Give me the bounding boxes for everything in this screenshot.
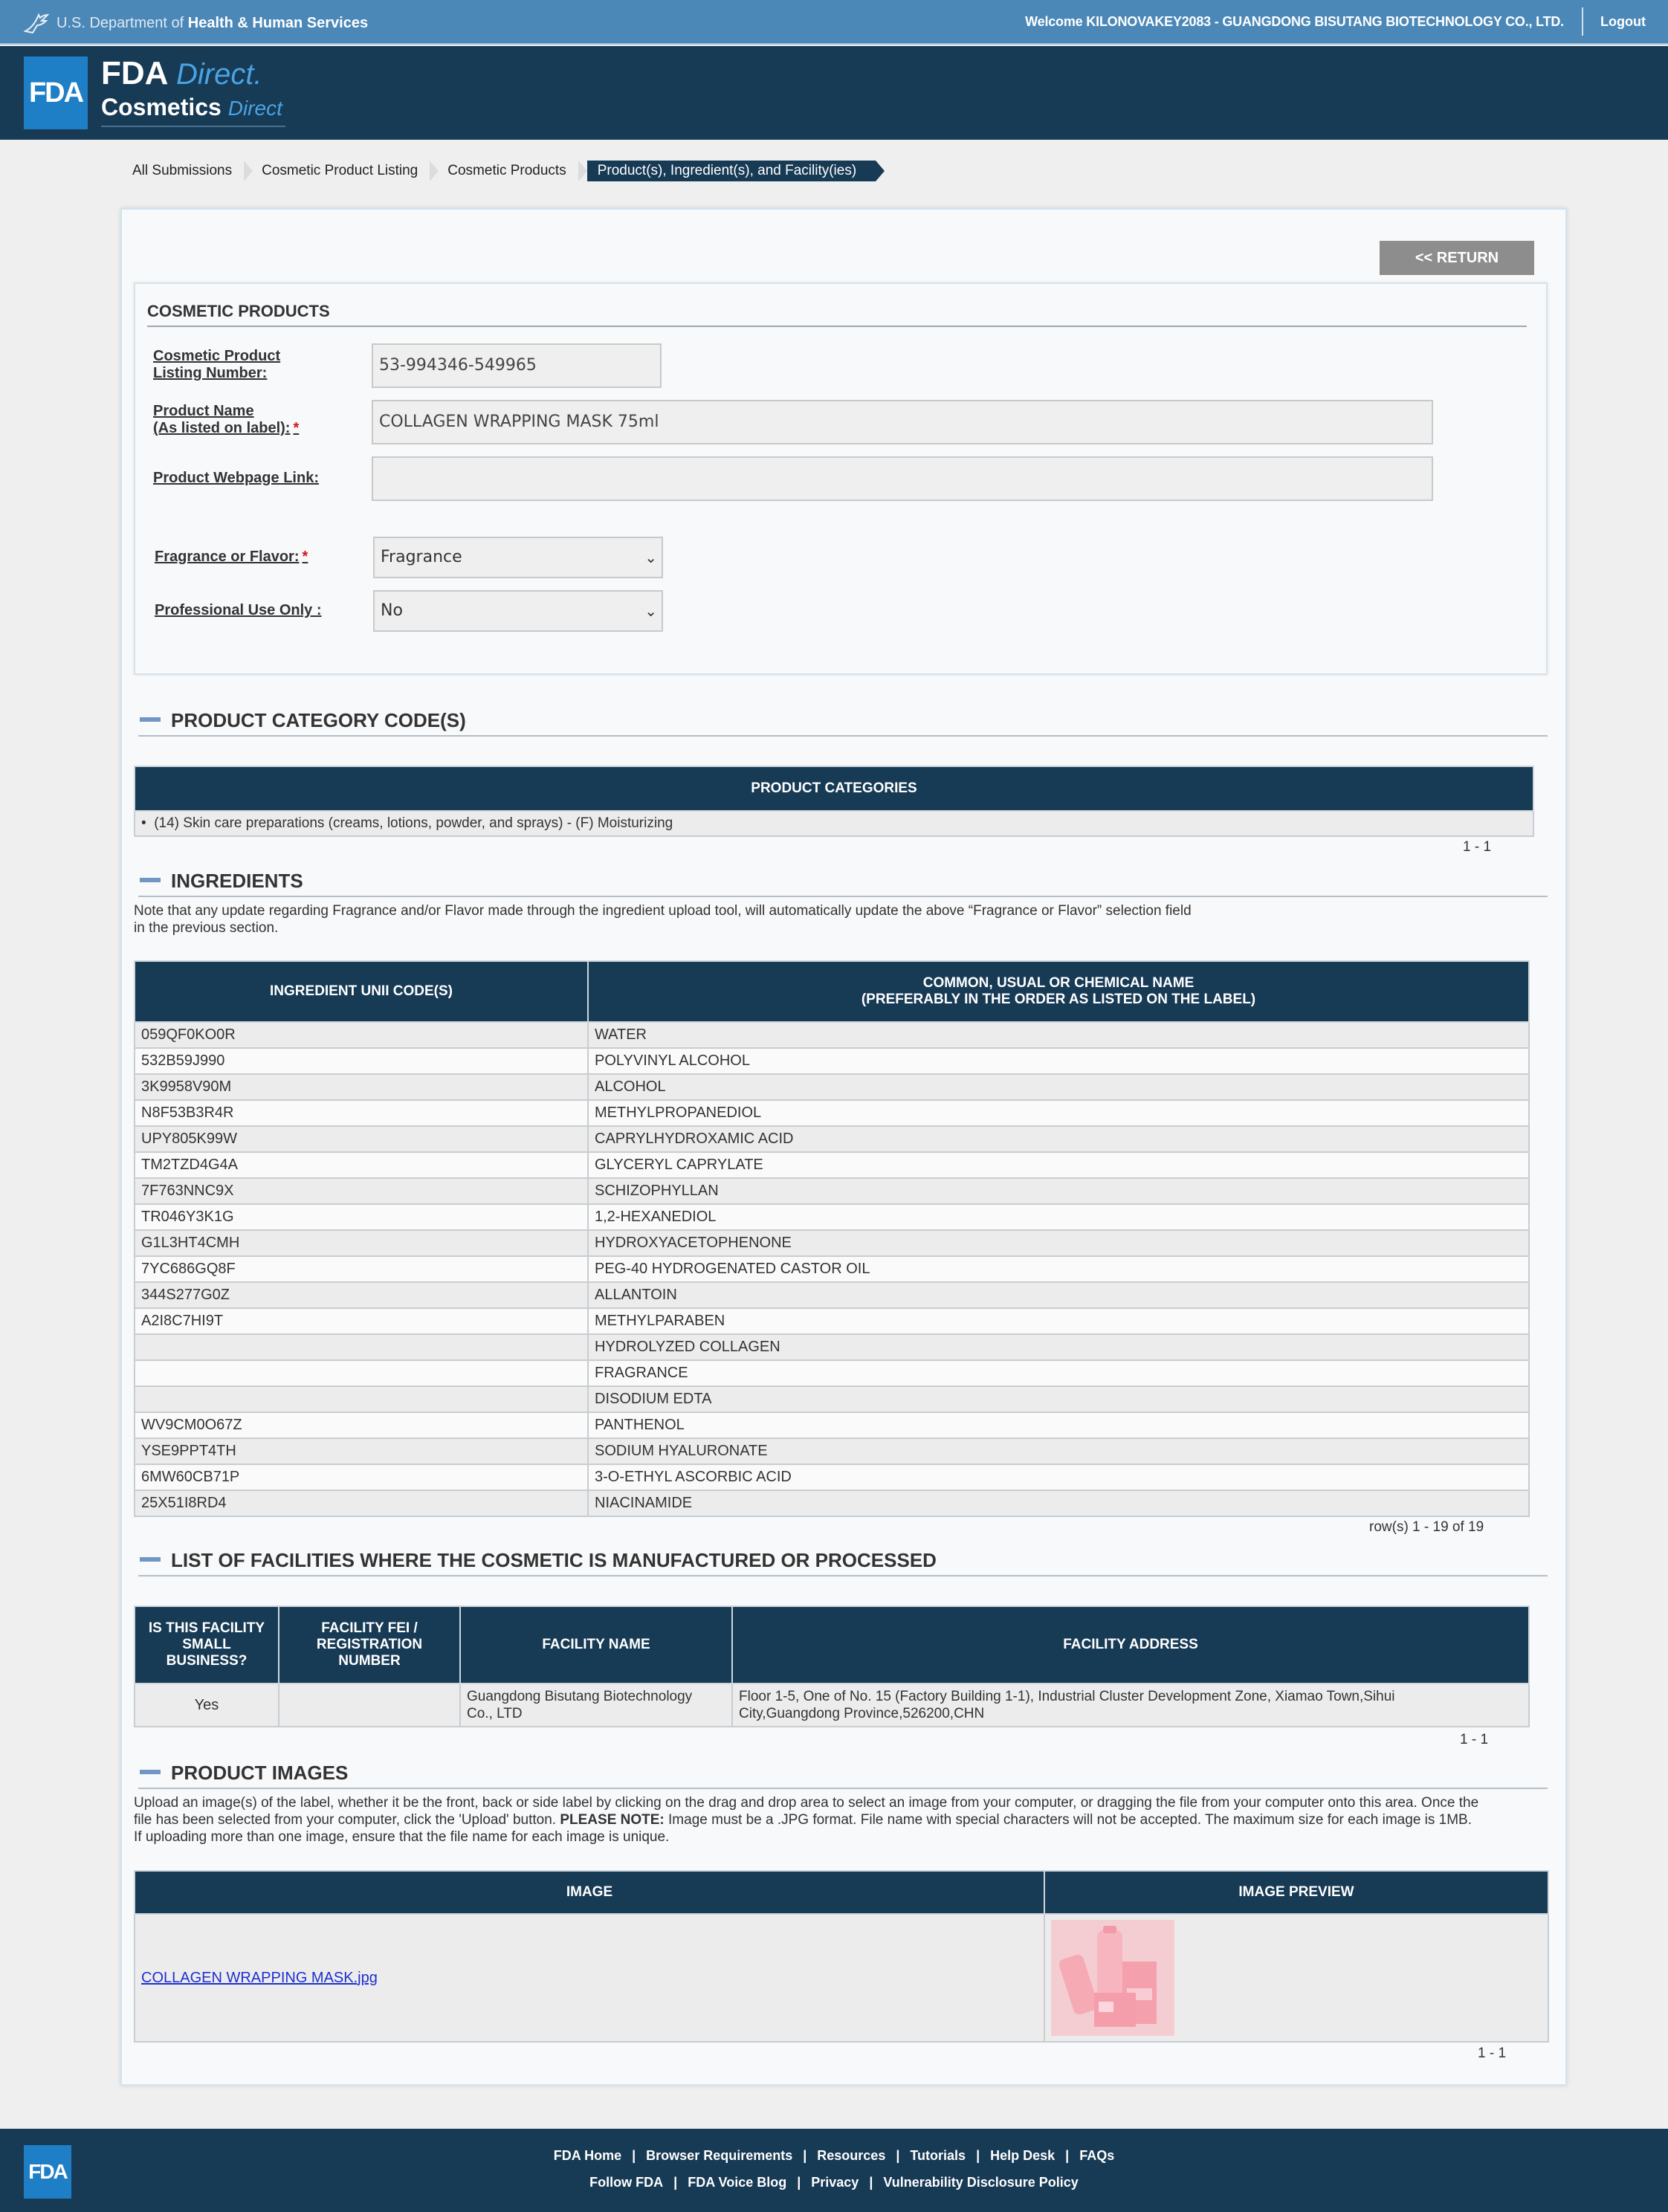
footer-links-primary bbox=[0, 2148, 1668, 2164]
ingredient-code-cell: 3K9958V90M bbox=[135, 1074, 588, 1100]
fei-header-line3: NUMBER bbox=[338, 1653, 401, 1669]
facility-name-line2: Co., LTD bbox=[467, 1706, 523, 1721]
site-header bbox=[0, 46, 1668, 140]
images-pager: 1 - 1 bbox=[1478, 2046, 1507, 2061]
product-name-label-line2: (As listed on label): bbox=[153, 420, 291, 436]
chevron-down-icon: ⌄ bbox=[644, 602, 657, 620]
agency-prefix: U.S. Department of bbox=[56, 14, 184, 31]
footer-separator: | bbox=[797, 2175, 801, 2190]
table-row bbox=[135, 1464, 1529, 1490]
ingredient-code-cell: G1L3HT4CMH bbox=[135, 1230, 588, 1256]
footer-link[interactable]: Privacy bbox=[811, 2175, 859, 2190]
ingredient-name-cell: 1,2-HEXANEDIOL bbox=[588, 1204, 1529, 1230]
ingredient-code-cell: YSE9PPT4TH bbox=[135, 1438, 588, 1464]
ingredient-code-cell: N8F53B3R4R bbox=[135, 1100, 588, 1126]
ingredient-name-cell: ALCOHOL bbox=[588, 1074, 1529, 1100]
footer-link[interactable]: Follow FDA bbox=[589, 2175, 664, 2190]
table-row bbox=[135, 1308, 1529, 1334]
required-mark: * bbox=[302, 549, 308, 565]
image-preview-column-header: IMAGE PREVIEW bbox=[1044, 1871, 1548, 1914]
ingredients-note bbox=[134, 902, 1192, 937]
ingredient-name-cell: WATER bbox=[588, 1022, 1529, 1048]
ingredient-code-cell: 6MW60CB71P bbox=[135, 1464, 588, 1490]
table-row bbox=[135, 1152, 1529, 1178]
image-preview-cell bbox=[1044, 1914, 1548, 2042]
footer-link[interactable]: FDA Home bbox=[553, 2148, 622, 2163]
ingredient-name-cell: PANTHENOL bbox=[588, 1412, 1529, 1438]
image-file-link[interactable]: COLLAGEN WRAPPING MASK.jpg bbox=[141, 1969, 378, 1986]
footer-link[interactable]: Help Desk bbox=[990, 2148, 1056, 2163]
footer-separator: | bbox=[869, 2175, 873, 2190]
table-row bbox=[135, 1022, 1529, 1048]
brand-main: FDA bbox=[101, 55, 167, 91]
ingredient-code-cell: UPY805K99W bbox=[135, 1126, 588, 1152]
facility-address-cell bbox=[732, 1684, 1529, 1727]
brand-sub-suffix: Direct bbox=[227, 97, 282, 120]
professional-use-select-value: No bbox=[381, 601, 403, 620]
table-row bbox=[135, 1204, 1529, 1230]
top-bar bbox=[0, 0, 1668, 45]
ingredient-name-header-line1: COMMON, USUAL OR CHEMICAL NAME bbox=[922, 975, 1195, 991]
footer-link[interactable]: Tutorials bbox=[910, 2148, 966, 2163]
footer-separator: | bbox=[803, 2148, 807, 2163]
ingredient-name-cell: PEG-40 HYDROGENATED CASTOR OIL bbox=[588, 1256, 1529, 1282]
category-table bbox=[134, 766, 1534, 837]
footer-fda-logo[interactable]: FDA bbox=[24, 2145, 71, 2199]
ingredient-code-cell: TM2TZD4G4A bbox=[135, 1152, 588, 1178]
images-note-line2a: file has been selected from your computer, click the 'Upload' button. bbox=[134, 1812, 557, 1828]
images-note-line1: Upload an image(s) of the label, whether it be the front, back or side label by clicking on the drag and drop area to select an image from your computer, or dragging the file from your computer onto this area. Once the bbox=[134, 1795, 1479, 1811]
table-row bbox=[135, 1334, 1529, 1360]
ingredient-code-cell: 7YC686GQ8F bbox=[135, 1256, 588, 1282]
table-row bbox=[135, 1178, 1529, 1204]
table-row bbox=[135, 1490, 1529, 1516]
fragrance-select[interactable] bbox=[373, 537, 663, 578]
ingredients-pager: row(s) 1 - 19 of 19 bbox=[1369, 1519, 1484, 1535]
listing-number-label-line2: Listing Number: bbox=[153, 365, 268, 381]
ingredient-code-cell bbox=[135, 1360, 588, 1386]
ingredients-table bbox=[134, 960, 1530, 1517]
breadcrumb-current-page: Product(s), Ingredient(s), and Facility(ies) bbox=[587, 161, 876, 181]
image-column-header: IMAGE bbox=[135, 1871, 1044, 1914]
images-note-line3: If uploading more than one image, ensure that the file name for each image is unique. bbox=[134, 1829, 670, 1845]
ingredient-name-cell: HYDROLYZED COLLAGEN bbox=[588, 1334, 1529, 1360]
product-name-label bbox=[153, 403, 299, 437]
facility-address-line1: Floor 1-5, One of No. 15 (Factory Building 1-1), Industrial Cluster Development Zone, Xiamao Town,Sihui bbox=[739, 1689, 1395, 1704]
facilities-section-title: LIST OF FACILITIES WHERE THE COSMETIC IS MANUFACTURED OR PROCESSED bbox=[171, 1549, 937, 1571]
footer-link[interactable]: FDA Voice Blog bbox=[688, 2175, 787, 2190]
table-row bbox=[135, 1074, 1529, 1100]
footer-separator: | bbox=[896, 2148, 900, 2163]
ingredient-code-cell: 344S277G0Z bbox=[135, 1282, 588, 1308]
ingredient-name-cell: DISODIUM EDTA bbox=[588, 1386, 1529, 1412]
ingredient-name-cell: METHYLPROPANEDIOL bbox=[588, 1100, 1529, 1126]
facility-name-cell bbox=[460, 1684, 732, 1727]
images-table bbox=[134, 1870, 1549, 2043]
facility-address-column-header: FACILITY ADDRESS bbox=[732, 1606, 1529, 1684]
footer-separator: | bbox=[632, 2148, 636, 2163]
ingredient-name-cell: POLYVINYL ALCOHOL bbox=[588, 1048, 1529, 1074]
ingredient-name-cell: METHYLPARABEN bbox=[588, 1308, 1529, 1334]
product-preview-image[interactable] bbox=[1051, 1920, 1174, 2036]
small-business-cell: Yes bbox=[135, 1684, 279, 1727]
fda-direct-brand[interactable] bbox=[101, 55, 262, 92]
fei-column-header bbox=[279, 1606, 460, 1684]
table-row bbox=[135, 1230, 1529, 1256]
ingredient-name-cell: HYDROXYACETOPHENONE bbox=[588, 1230, 1529, 1256]
product-photo-icon bbox=[1051, 1920, 1174, 2036]
ingredients-section-header bbox=[138, 870, 1548, 897]
ingredient-name-header-line2: (PREFERABLY IN THE ORDER AS LISTED ON THE LABEL) bbox=[861, 992, 1256, 1007]
ingredient-code-cell bbox=[135, 1334, 588, 1360]
breadcrumb-cosmetic-product-listing[interactable]: Cosmetic Product Listing bbox=[253, 161, 439, 181]
listing-number-label-line1: Cosmetic Product bbox=[153, 348, 281, 364]
ingredient-name-cell: ALLANTOIN bbox=[588, 1282, 1529, 1308]
category-section-title: PRODUCT CATEGORY CODE(S) bbox=[171, 709, 466, 731]
images-note bbox=[134, 1794, 1478, 1846]
ingredient-name-cell: NIACINAMIDE bbox=[588, 1490, 1529, 1516]
table-row bbox=[135, 1256, 1529, 1282]
ingredient-name-column-header bbox=[588, 961, 1529, 1022]
category-section-header bbox=[138, 709, 1548, 737]
ingredient-code-cell: TR046Y3K1G bbox=[135, 1204, 588, 1230]
footer-links-secondary bbox=[0, 2175, 1668, 2190]
collapse-icon[interactable] bbox=[140, 717, 161, 722]
footer-link[interactable]: Browser Requirements bbox=[646, 2148, 793, 2163]
category-item: • (14) Skin care preparations (creams, lotions, powder, and sprays) - (F) Moisturizing bbox=[135, 811, 1533, 836]
table-row bbox=[135, 1386, 1529, 1412]
ingredients-note-line1: Note that any update regarding Fragrance and/or Flavor made through the ingredient upload tool, will automatically update the above “Fragrance or Flavor” selection field bbox=[134, 903, 1192, 919]
breadcrumb-all-submissions[interactable]: All Submissions bbox=[123, 161, 253, 181]
facilities-table bbox=[134, 1605, 1530, 1727]
listing-number-label bbox=[153, 348, 280, 382]
ingredient-code-cell bbox=[135, 1386, 588, 1412]
logout-link[interactable]: Logout bbox=[1600, 14, 1646, 29]
table-row bbox=[135, 1126, 1529, 1152]
welcome-text: Welcome KILONOVAKEY2083 - GUANGDONG BISUTANG BIOTECHNOLOGY CO., LTD. bbox=[1025, 14, 1564, 29]
images-section-title: PRODUCT IMAGES bbox=[171, 1762, 349, 1784]
facilities-pager: 1 - 1 bbox=[1460, 1732, 1489, 1747]
small-business-column-header bbox=[135, 1606, 279, 1684]
footer-separator: | bbox=[976, 2148, 980, 2163]
collapse-icon[interactable] bbox=[140, 878, 161, 882]
table-row bbox=[135, 1412, 1529, 1438]
fei-header-line2: REGISTRATION bbox=[316, 1637, 423, 1652]
hhs-agency bbox=[24, 12, 368, 34]
ingredient-code-cell: A2I8C7HI9T bbox=[135, 1308, 588, 1334]
listing-number-field[interactable]: 53-994346-549965 bbox=[372, 343, 662, 388]
ingredient-code-column-header: INGREDIENT UNII CODE(S) bbox=[135, 961, 588, 1022]
footer-link[interactable]: Resources bbox=[817, 2148, 886, 2163]
ingredient-name-cell: SODIUM HYALURONATE bbox=[588, 1438, 1529, 1464]
table-row bbox=[135, 1360, 1529, 1386]
ingredient-code-cell: 532B59J990 bbox=[135, 1048, 588, 1074]
ingredient-name-cell: 3-O-ETHYL ASCORBIC ACID bbox=[588, 1464, 1529, 1490]
breadcrumb-cosmetic-products[interactable]: Cosmetic Products bbox=[439, 161, 586, 181]
ingredient-name-cell: SCHIZOPHYLLAN bbox=[588, 1178, 1529, 1204]
table-row bbox=[135, 1048, 1529, 1074]
ingredients-note-line2: in the previous section. bbox=[134, 920, 279, 936]
table-row bbox=[135, 1100, 1529, 1126]
small-business-header-line2: SMALL bbox=[182, 1637, 231, 1652]
collapse-icon[interactable] bbox=[140, 1770, 161, 1774]
cosmetics-direct-brand[interactable] bbox=[101, 94, 285, 127]
professional-use-label: Professional Use Only : bbox=[155, 602, 322, 618]
footer-link[interactable]: Vulnerability Disclosure Policy bbox=[883, 2175, 1079, 2190]
table-row bbox=[135, 1282, 1529, 1308]
footer-separator: | bbox=[1065, 2148, 1070, 2163]
small-business-header-line3: BUSINESS? bbox=[166, 1653, 248, 1669]
fda-logo[interactable]: FDA bbox=[24, 56, 88, 129]
table-row bbox=[135, 1684, 1529, 1727]
ingredient-name-cell: CAPRYLHYDROXAMIC ACID bbox=[588, 1126, 1529, 1152]
webpage-link-field[interactable] bbox=[372, 456, 1433, 501]
facility-name-line1: Guangdong Bisutang Biotechnology bbox=[467, 1689, 693, 1704]
webpage-link-label: Product Webpage Link: bbox=[153, 470, 319, 486]
fragrance-label bbox=[155, 549, 308, 566]
ingredient-code-cell: 7F763NNC9X bbox=[135, 1178, 588, 1204]
category-item-text: (14) Skin care preparations (creams, lotions, powder, and sprays) - (F) Moisturizing bbox=[154, 815, 673, 831]
breadcrumb bbox=[123, 161, 876, 181]
collapse-icon[interactable] bbox=[140, 1557, 161, 1562]
product-name-label-line1: Product Name bbox=[153, 403, 254, 419]
required-mark: * bbox=[293, 420, 300, 436]
footer-link[interactable]: FAQs bbox=[1079, 2148, 1115, 2163]
brand-main-suffix: Direct. bbox=[176, 58, 262, 91]
agency-name: Health & Human Services bbox=[187, 14, 369, 31]
hhs-eagle-icon bbox=[24, 12, 49, 34]
table-row bbox=[135, 1438, 1529, 1464]
table-row bbox=[135, 1914, 1548, 2042]
footer-separator: | bbox=[673, 2175, 678, 2190]
facilities-section-header bbox=[138, 1549, 1548, 1576]
brand-sub: Cosmetics bbox=[101, 94, 222, 120]
professional-use-select[interactable] bbox=[373, 590, 663, 632]
images-note-line2c: Image must be a .JPG format. File name with special characters will not be accepted. The maximum size for each image is 1MB. bbox=[668, 1812, 1473, 1828]
ingredient-code-cell: 25X51I8RD4 bbox=[135, 1490, 588, 1516]
topbar-divider bbox=[1582, 7, 1583, 36]
chevron-down-icon: ⌄ bbox=[644, 549, 657, 566]
ingredient-code-cell: 059QF0KO0R bbox=[135, 1022, 588, 1048]
facility-name-column-header: FACILITY NAME bbox=[460, 1606, 732, 1684]
image-file-cell bbox=[135, 1914, 1044, 2042]
ingredient-name-cell: FRAGRANCE bbox=[588, 1360, 1529, 1386]
facility-address-line2: City,Guangdong Province,526200,CHN bbox=[739, 1706, 985, 1721]
cosmetic-products-title: COSMETIC PRODUCTS bbox=[147, 302, 1527, 327]
product-name-field[interactable]: COLLAGEN WRAPPING MASK 75ml bbox=[372, 400, 1433, 444]
fragrance-select-value: Fragrance bbox=[381, 548, 462, 566]
category-pager: 1 - 1 bbox=[1463, 839, 1492, 855]
ingredients-section-title: INGREDIENTS bbox=[171, 870, 303, 892]
site-footer bbox=[0, 2129, 1668, 2212]
ingredient-code-cell: WV9CM0O67Z bbox=[135, 1412, 588, 1438]
ingredient-name-cell: GLYCERYL CAPRYLATE bbox=[588, 1152, 1529, 1178]
fei-header-line1: FACILITY FEI / bbox=[321, 1620, 418, 1636]
fei-cell bbox=[279, 1684, 460, 1727]
return-button[interactable]: << RETURN bbox=[1380, 241, 1534, 275]
small-business-header-line1: IS THIS FACILITY bbox=[148, 1620, 265, 1636]
images-note-emphasis: PLEASE NOTE: bbox=[560, 1812, 665, 1828]
fragrance-label-text: Fragrance or Flavor: bbox=[155, 549, 300, 565]
category-column-header: PRODUCT CATEGORIES bbox=[135, 766, 1533, 811]
images-section-header bbox=[138, 1762, 1548, 1789]
